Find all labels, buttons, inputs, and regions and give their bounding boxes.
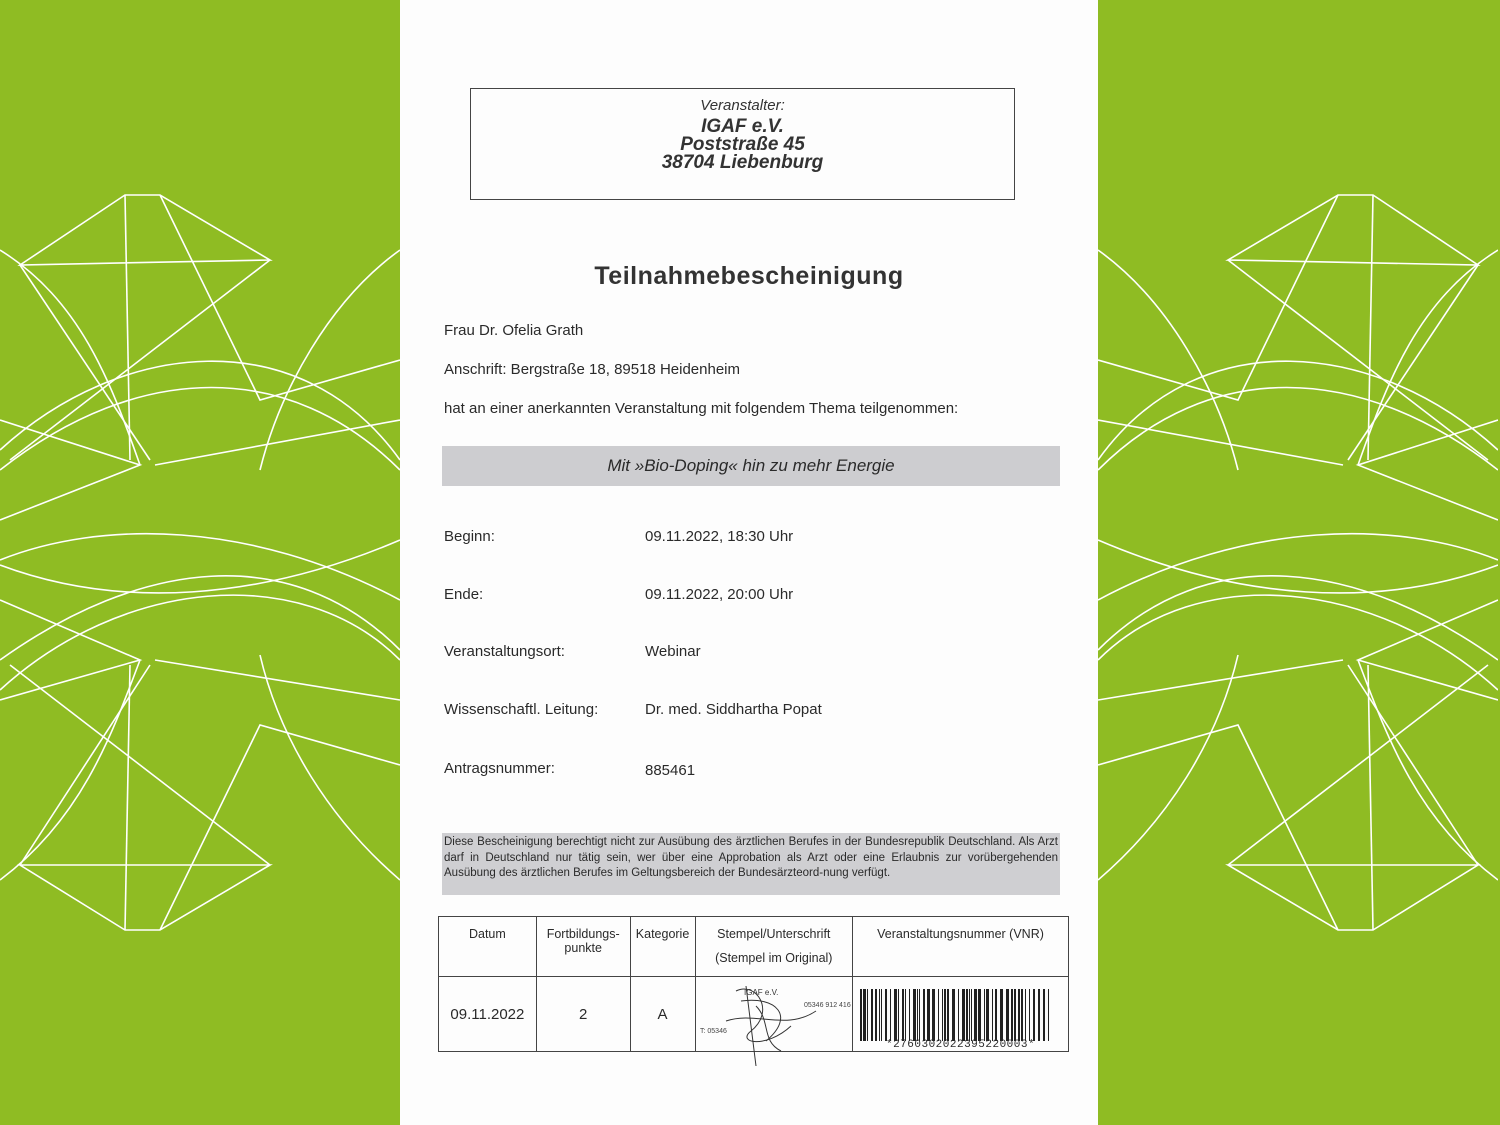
organizer-street: Poststraße 45: [680, 134, 805, 155]
barcode-bar: [938, 989, 939, 1041]
legal-notice: Diese Bescheinigung berechtigt nicht zur Ausübung des ärztlichen Berufes in der Bundesrepublik Deutschland. Als Arzt darf in Deutschland nur tätig sein, wer über eine Approbation als Arzt oder eine Erlaubnis zur vorübergehenden Ausübung des ärztlichen Berufes im Geltungsbereich der Bundesärzteord-nung verfügt.: [442, 833, 1060, 895]
barcode-bar: [986, 989, 989, 1041]
cell-stamp: [695, 977, 853, 1052]
cell-points: 2: [536, 977, 630, 1052]
svg-text:T: 05346: T: 05346: [699, 1028, 727, 1035]
barcode-bar: [969, 989, 970, 1041]
barcode-bar: [1021, 989, 1023, 1041]
header-date: Datum: [439, 917, 537, 977]
barcode-bar: [958, 989, 959, 1041]
barcode-bar: [927, 989, 930, 1041]
barcode-bar: [913, 989, 916, 1041]
recipient-name: Frau Dr. Ofelia Grath: [444, 322, 584, 339]
decorative-pattern-left: [0, 0, 400, 1125]
barcode-bar: [905, 989, 906, 1041]
header-points-line1: Fortbildungs-: [546, 927, 620, 941]
vnr-barcode: [858, 985, 1064, 1043]
header-points-line2: punkte: [564, 941, 602, 955]
barcode-bar: [1018, 989, 1020, 1041]
organizer-label: Veranstalter:: [700, 97, 785, 114]
vnr-barcode-digits: *2760302022395220003*: [885, 1039, 1036, 1051]
certificate-title: Teilnahmebescheinigung: [594, 262, 904, 290]
barcode-bar: [919, 989, 920, 1041]
barcode-bar: [923, 989, 925, 1041]
svg-text:IGAF e.V.: IGAF e.V.: [743, 988, 778, 997]
barcode-bar: [992, 989, 993, 1041]
barcode-bar: [984, 989, 985, 1041]
detail-label-location: Veranstaltungsort:: [444, 643, 565, 660]
detail-label-end: Ende:: [444, 586, 484, 603]
barcode-bar: [881, 989, 882, 1041]
barcode-bar: [978, 989, 981, 1041]
barcode-bar: [942, 989, 943, 1041]
barcode-bar: [917, 989, 918, 1041]
barcode-bar: [867, 989, 868, 1041]
barcode-bar: [885, 989, 887, 1041]
barcode-bar: [932, 989, 935, 1041]
barcode-bar: [947, 989, 949, 1041]
organizer-city: 38704 Liebenburg: [661, 152, 824, 173]
barcode-bar: [894, 989, 897, 1041]
svg-text:05346 912 416: 05346 912 416: [803, 1002, 851, 1009]
detail-label-application-number: Antragsnummer:: [444, 760, 555, 777]
barcode-bar: [879, 989, 880, 1041]
barcode-bar: [974, 989, 977, 1041]
detail-value-application-number: 885461: [645, 762, 696, 779]
certificate-document: [400, 0, 1098, 1125]
barcode-bar: [890, 989, 891, 1041]
detail-value-start: 09.11.2022, 18:30 Uhr: [645, 528, 794, 545]
barcode-bar: [902, 989, 904, 1041]
barcode-bar: [971, 989, 972, 1041]
header-stamp: [695, 917, 853, 977]
cell-vnr: [853, 977, 1069, 1052]
certificate-table: [438, 916, 1069, 1052]
barcode-bar: [962, 989, 965, 1041]
header-stamp-line1: Stempel/Unterschrift: [717, 927, 831, 941]
cell-date: 09.11.2022: [439, 977, 537, 1052]
header-category: Kategorie: [630, 917, 695, 977]
barcode-bar: [871, 989, 873, 1041]
detail-value-location: Webinar: [645, 643, 701, 660]
barcode-bar: [1043, 989, 1045, 1041]
barcode-bar: [909, 989, 910, 1041]
participation-statement: hat an einer anerkannten Veranstaltung mit folgendem Thema teilgenommen:: [444, 400, 959, 417]
barcode-bar: [860, 989, 862, 1041]
barcode-bar: [952, 989, 955, 1041]
barcode-bar: [1000, 989, 1003, 1041]
barcode-bar: [995, 989, 997, 1041]
detail-value-scientific-lead: Dr. med. Siddhartha Popat: [645, 701, 822, 718]
barcode-bar: [898, 989, 899, 1041]
stamp-signature-image: [696, 971, 854, 1071]
barcode-bar: [863, 989, 866, 1041]
detail-label-scientific-lead: Wissenschaftl. Leitung:: [444, 701, 599, 718]
decorative-pattern-right: [1098, 0, 1498, 1125]
barcode-bar: [1014, 989, 1016, 1041]
barcode-bar: [1025, 989, 1026, 1041]
header-stamp-line2: (Stempel im Original): [715, 951, 833, 965]
barcode-bar: [1029, 989, 1030, 1041]
event-topic: Mit »Bio-Doping« hin zu mehr Energie: [442, 446, 1060, 486]
organizer-name: IGAF e.V.: [701, 116, 784, 137]
barcode-bar: [1033, 989, 1035, 1041]
organizer-box: [470, 88, 1015, 200]
header-vnr: Veranstaltungsnummer (VNR): [853, 917, 1069, 977]
barcode-bar: [966, 989, 968, 1041]
barcode-bar: [875, 989, 877, 1041]
detail-value-end: 09.11.2022, 20:00 Uhr: [645, 586, 794, 603]
barcode-bar: [944, 989, 946, 1041]
recipient-address: Anschrift: Bergstraße 18, 89518 Heidenheim: [444, 361, 740, 378]
cell-category: A: [630, 977, 695, 1052]
barcode-bar: [1038, 989, 1040, 1041]
barcode-bar: [1006, 989, 1009, 1041]
barcode-bar: [1048, 989, 1049, 1041]
header-points: [536, 917, 630, 977]
detail-label-start: Beginn:: [444, 528, 495, 545]
barcode-bar: [1011, 989, 1013, 1041]
